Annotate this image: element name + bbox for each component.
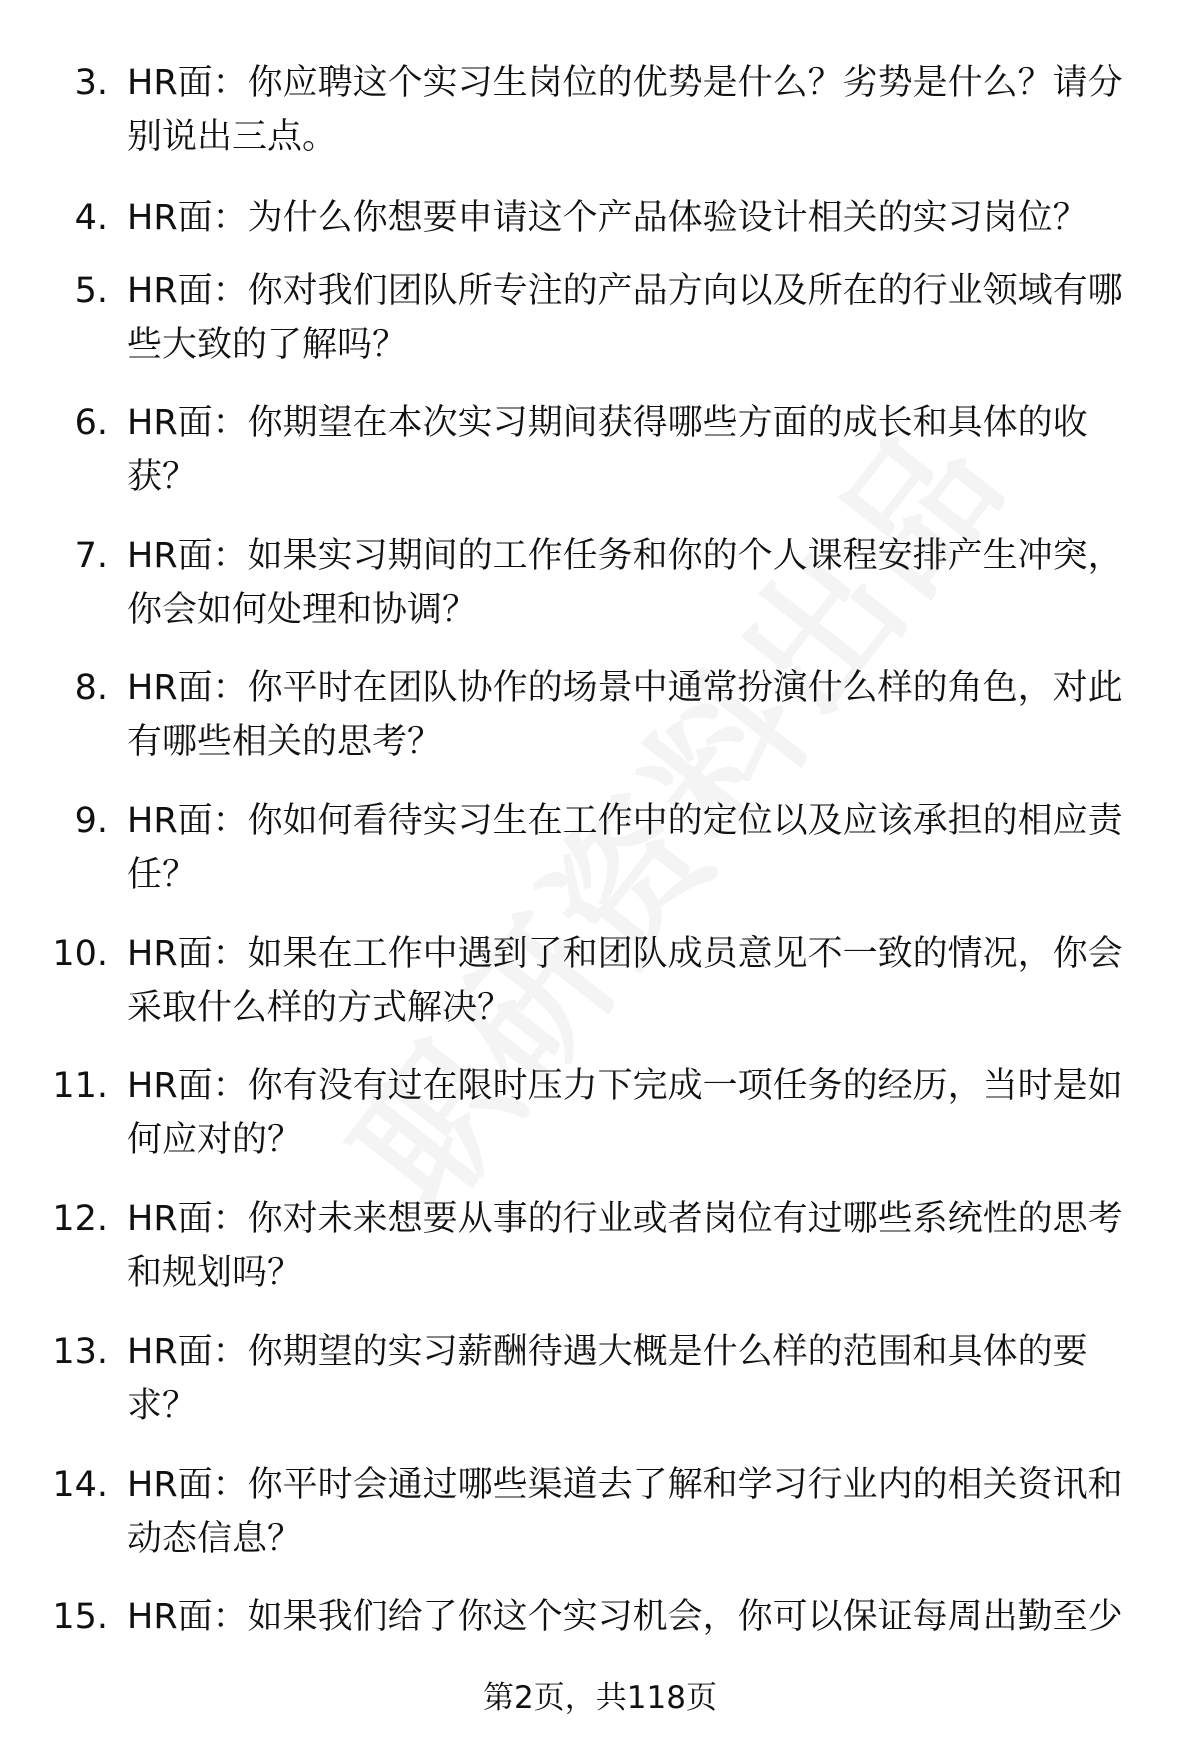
question-text-line: 采取什么样的方式解决？ [127,988,513,1028]
question-text-line: HR面：如果在工作中遇到了和团队成员意见不一致的情况，你会 [127,934,1123,974]
question-number: 5. [74,271,108,311]
question-text-line: HR面：你期望的实习薪酬待遇大概是什么样的范围和具体的要 [127,1332,1088,1372]
question-text-line: 你会如何处理和协调？ [127,590,478,630]
question-text-line: 动态信息？ [127,1519,303,1559]
question-text-line: HR面：你平时在团队协作的场景中通常扮演什么样的角色，对此 [127,668,1123,708]
question-text-line: HR面：如果我们给了你这个实习机会，你可以保证每周出勤至少 [127,1597,1123,1637]
page-footer: 第2页，共118页 [483,1680,717,1716]
question-text-line: 求？ [127,1386,198,1426]
question-number: 10. [52,934,108,974]
question-text-line: HR面：你对未来想要从事的行业或者岗位有过哪些系统性的思考 [127,1199,1123,1239]
question-number: 11. [52,1066,108,1106]
question-text-line: HR面：你应聘这个实习生岗位的优势是什么？劣势是什么？请分 [127,63,1123,103]
question-number: 4. [74,198,108,238]
question-text-line: 何应对的？ [127,1120,303,1160]
question-text-line: 别说出三点。 [127,117,338,157]
question-text-line: HR面：你有没有过在限时压力下完成一项任务的经历，当时是如 [127,1066,1123,1106]
question-number: 15. [52,1597,108,1637]
question-number: 8. [74,668,108,708]
question-text-line: 任？ [127,855,198,895]
question-text-line: HR面：你平时会通过哪些渠道去了解和学习行业内的相关资讯和 [127,1465,1123,1505]
question-number: 6. [74,403,108,443]
question-number: 3. [74,63,108,103]
question-number: 13. [52,1332,108,1372]
question-number: 12. [52,1199,108,1239]
question-text-line: 有哪些相关的思考？ [127,722,443,762]
question-text-line: 和规划吗？ [127,1253,303,1293]
question-text-line: HR面：你期望在本次实习期间获得哪些方面的成长和具体的收 [127,403,1088,443]
question-text-line: HR面：你如何看待实习生在工作中的定位以及应该承担的相应责 [127,801,1123,841]
question-text-line: HR面：如果实习期间的工作任务和你的个人课程安排产生冲突， [127,536,1123,576]
question-number: 7. [74,536,108,576]
question-number: 14. [52,1465,108,1505]
question-text-line: HR面：你对我们团队所专注的产品方向以及所在的行业领域有哪 [127,271,1123,311]
question-text-line: HR面：为什么你想要申请这个产品体验设计相关的实习岗位？ [127,198,1088,238]
question-text-line: 些大致的了解吗？ [127,325,408,365]
question-text-line: 获？ [127,457,198,497]
question-number: 9. [74,801,108,841]
